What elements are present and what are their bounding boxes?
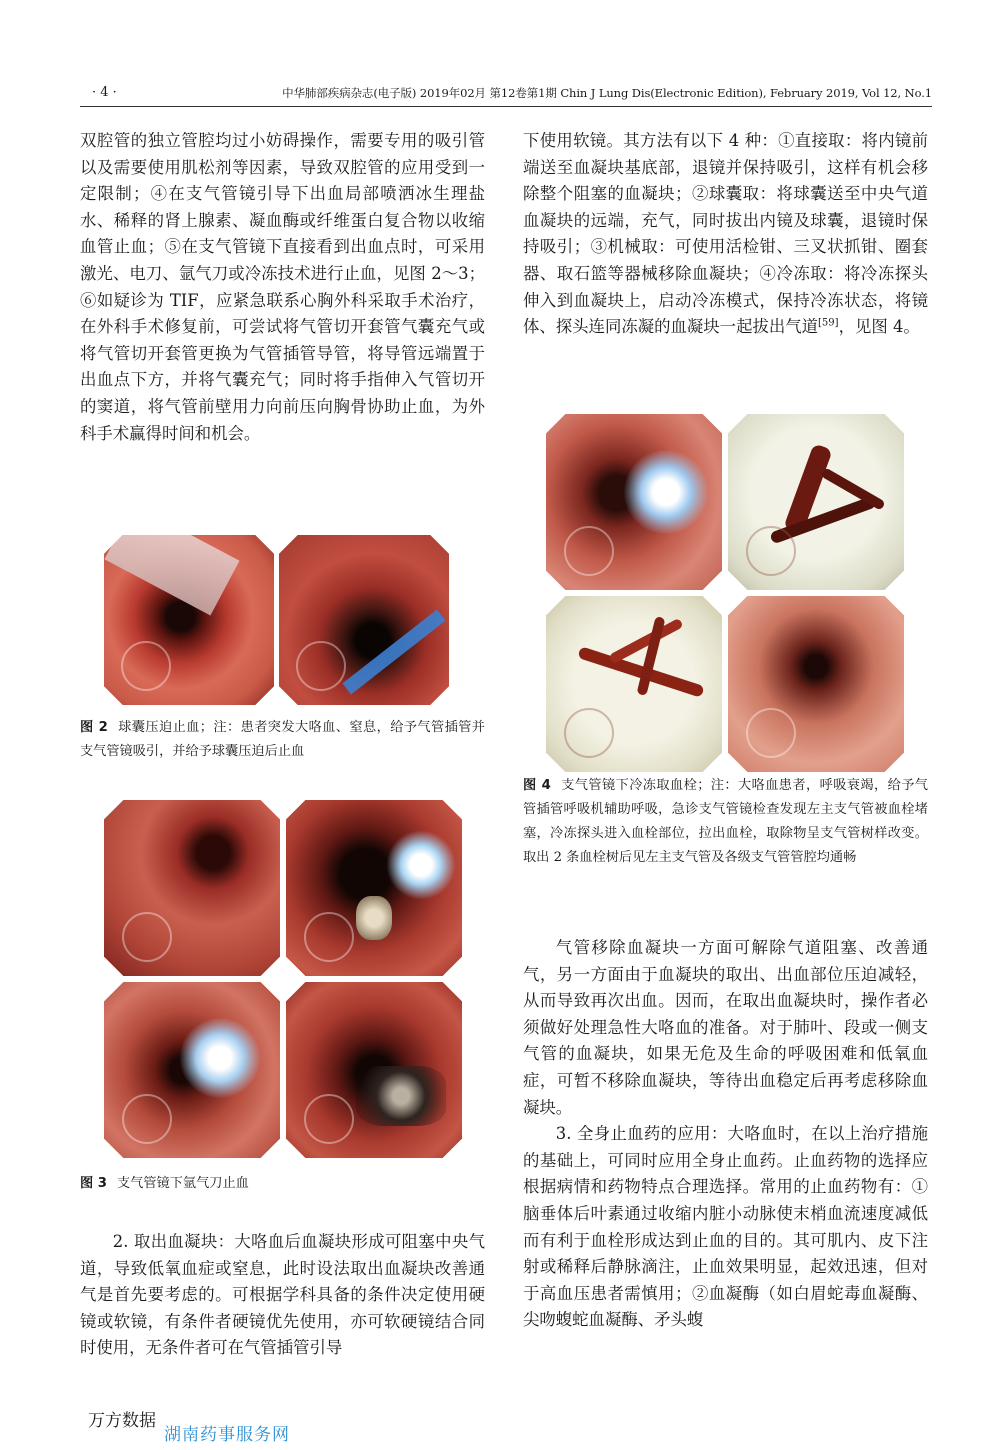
clot-image	[546, 596, 722, 772]
caption-text: 支气管镜下冷冻取血栓；注：大咯血患者，呼吸衰竭，给予气管插管呼吸机辅助呼吸，急诊支气管镜检查发现左主支气管被血栓堵塞，冷冻探头进入血栓部位，拉出血栓，取除物呈支气管树样改变。取出 2 条血栓树后见左主支气管及各级支气管管腔均通畅	[523, 778, 928, 865]
caption-text: 球囊压迫止血；注：患者突发大咯血、窒息，给予气管插管并支气管镜吸引，并给予球囊压迫后止血	[80, 720, 485, 759]
site-watermark: 湖南药事服务网	[164, 1425, 290, 1445]
left-column-bottom	[80, 1229, 485, 1362]
caption-text: 支气管镜下氩气刀止血	[116, 1176, 249, 1191]
citation-ref: [59]	[818, 317, 839, 329]
paragraph: 气管移除血凝块一方面可解除气道阻塞、改善通气，另一方面由于血凝块的取出、出血部位压迫减轻，从而导致再次出血。因而，在取出血凝块时，操作者必须做好处理急性大咯血的准备。对于肺叶、段或一侧支气管的血凝块，如果无危及生命的呼吸困难和低氧血症，可暂不移除血凝块，等待出血稳定后再考虑移除血凝块。	[523, 938, 928, 1117]
running-header	[80, 84, 932, 107]
right-column-bottom	[523, 935, 928, 1334]
figure-2-caption	[80, 716, 485, 764]
paragraph: 2. 取出血凝块：大咯血后血凝块形成可阻塞中央气道，导致低氧血症或窒息，此时设法取出血凝块改善通气是首先要考虑的。可根据学科具备的条件决定使用硬镜或软镜，有条件者硬镜优先使用，亦可软硬镜结合同时使用，无条件者可在气管插管引导	[80, 1232, 485, 1358]
journal-info: 中华肺部疾病杂志(电子版) 2019年02月 第12卷第1期 Chin J Lung Dis(Electronic Edition), February 2019, Vol 12, No.1	[282, 86, 932, 100]
figure-3-images	[104, 800, 462, 1158]
figure-4-caption	[523, 774, 928, 870]
endoscopy-image	[728, 596, 904, 772]
figure-2-images	[104, 535, 449, 705]
clot-image	[728, 414, 904, 590]
figure-label: 图 2	[80, 720, 108, 735]
database-mark: 万方数据	[88, 1411, 156, 1431]
endoscopy-image	[104, 800, 280, 976]
endoscopy-image	[286, 982, 462, 1158]
endoscopy-image	[104, 982, 280, 1158]
paragraph: 双腔管的独立管腔均过小妨碍操作，需要专用的吸引管以及需要使用肌松剂等因素，导致双腔管的应用受到一定限制；④在支气管镜引导下出血局部喷洒冰生理盐水、稀释的肾上腺素、凝血酶或纤维蛋白复合物以收缩血管止血；⑤在支气管镜下直接看到出血点时，可采用激光、电刀、氩气刀或冷冻技术进行止血，见图 2～3；⑥如疑诊为 TIF，应紧急联系心胸外科采取手术治疗，在外科手术修复前，可尝试将气管切开套管气囊充气或将气管切开套管更换为气管插管导管，将导管远端置于出血点下方，并将气囊充气；同时将手指伸入气管切开的窦道，将气管前壁用力向前压向胸骨协助止血，为外科手术赢得时间和机会。	[80, 131, 485, 443]
paragraph: 下使用软镜。其方法有以下 4 种：①直接取：将内镜前端送至血凝块基底部，退镜并保持吸引，这样有机会移除整个阻塞的血凝块；②球囊取：将球囊送至中央气道血凝块的远端，充气，同时拔出内镜及球囊，退镜时保持吸引；③机械取：可使用活检钳、三叉状抓钳、圈套器、取石篮等器械移除血凝块；④冷冻取：将冷冻探头伸入到血凝块上，启动冷冻模式，保持冷冻状态，将镜体、探头连同冻凝的血凝块一起拔出气道[59]，见图 4。	[523, 131, 928, 337]
endoscopy-image	[546, 414, 722, 590]
figure-label: 图 3	[80, 1176, 107, 1191]
endoscopy-image	[104, 535, 274, 705]
endoscopy-image	[286, 800, 462, 976]
page-number: · 4 ·	[92, 85, 117, 100]
right-column-top	[523, 128, 928, 341]
left-column-top	[80, 128, 485, 447]
figure-3-caption	[80, 1172, 485, 1196]
endoscopy-image	[279, 535, 449, 705]
paragraph: 3. 全身止血药的应用：大咯血时，在以上治疗措施的基础上，可同时应用全身止血药。止血药物的选择应根据病情和药物特点合理选择。常用的止血药物有：①脑垂体后叶素通过收缩内脏小动脉使末梢血流速度减低而有利于血栓形成达到止血的目的。其可肌内、皮下注射或稀释后静脉滴注，止血效果明显，起效迅速，但对于高血压患者需慎用；②血凝酶（如白眉蛇毒血凝酶、尖吻蝮蛇血凝酶、矛头蝮	[523, 1124, 928, 1330]
figure-4-images	[546, 414, 904, 772]
figure-label: 图 4	[523, 778, 551, 793]
